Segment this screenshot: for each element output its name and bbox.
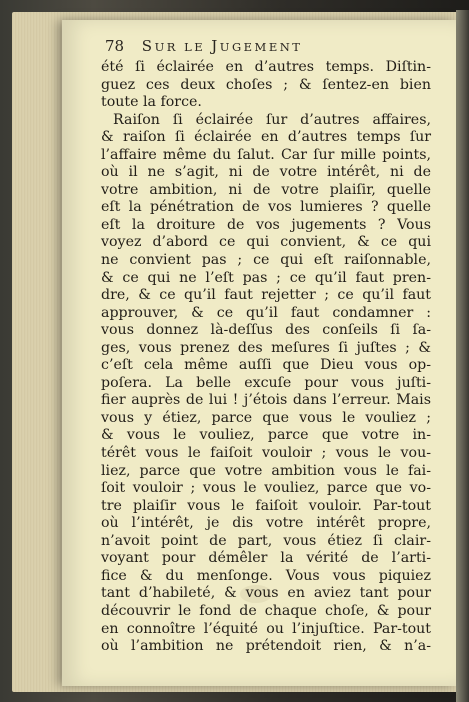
text-line: où il ne s’agit, ni de votre intérêt, ni de [101,164,431,181]
text-line: votre ambition, ni de votre plaiſir, quelle [101,181,431,198]
text-line: poſera. La belle excuſe pour vous juſti- [101,374,431,391]
text-line: voyez d’abord ce qui convient, & ce qui [101,234,431,251]
text-line: liez, parce que votre ambition vous le fai- [101,462,431,479]
text-line: approuver, & ce qu’il faut condamner : [101,304,431,321]
text-line: c’eſt cela même auſſi que Dieu vous op- [101,357,431,374]
running-title [142,37,303,55]
text-line: fier auprès de lui ! j’étois dans l’erreur. Mais [101,392,431,409]
text-line: guez ces deux choſes ; & ſentez-en bien [101,76,431,93]
text-line: térêt vous le faiſoit vouloir ; vous le vou- [101,445,431,462]
facing-page-edge [456,10,469,702]
page-number: 78 [105,37,125,55]
text-line: & raiſon ſi éclairée en d’autres temps ſur [101,129,431,146]
text-line: n’avoit point de part, vous étiez ſi clair- [101,532,431,549]
page-header [105,37,395,55]
text-line: vous donnez là-deſſus des conſeils ſi ſa- [101,322,431,339]
text-line: ges, vous prenez des meſures ſi juſtes ; & [101,339,431,356]
text-line: eſt la pénétration de vos lumieres ? quelle [101,199,431,216]
text-line: vous y étiez, parce que vous le vouliez ; [101,409,431,426]
text-line: toute la force. [101,94,202,111]
text-line: eſt la droiture de vos jugements ? Vous [101,216,431,233]
text-line: l’affaire même du ſalut. Car ſur mille points, [101,146,431,163]
text-line: ne convient pas ; ce qui eſt raiſonnable, [101,252,431,269]
text-line: où l’ambition ne prétendoit rien, & n’a- [101,638,431,655]
text-line: voyant pour démêler la vérité de l’arti- [101,550,431,567]
text-line: été ſi éclairée en d’autres temps. Diſtin- [101,59,431,75]
running-title-initial-1: S [141,37,155,55]
text-line: Raiſon ſi éclairée ſur d’autres affaires, [113,111,431,128]
text-line: dre, & ce qu’il faut rejetter ; ce qu’il faut [101,287,431,304]
running-title-initial-2: J [211,37,220,55]
running-title-part-2: UGEMENT [219,40,303,54]
text-line: en connoître l’équité ou l’injuſtice. Par-tout [101,620,431,637]
running-title-part-1: UR LE [154,40,212,54]
text-line: & ce qui ne l’eſt pas ; ce qu’il faut pren- [101,269,431,286]
text-line: ſoit vouloir ; vous le vouliez, parce que vo- [101,480,431,497]
body-text [101,59,431,656]
text-line: & vous le vouliez, parce que votre in- [101,427,431,444]
text-line: où l’intérêt, je dis votre intérêt propre, [101,515,431,532]
text-line: fice & du menſonge. Vous vous piquiez [101,567,431,584]
text-line: tant d’habileté, & vous en aviez tant pour [101,585,431,602]
text-line: découvrir le fond de chaque choſe, & pour [101,602,431,619]
text-line: tre plaiſir vous le faiſoit vouloir. Par-tout [101,497,431,514]
